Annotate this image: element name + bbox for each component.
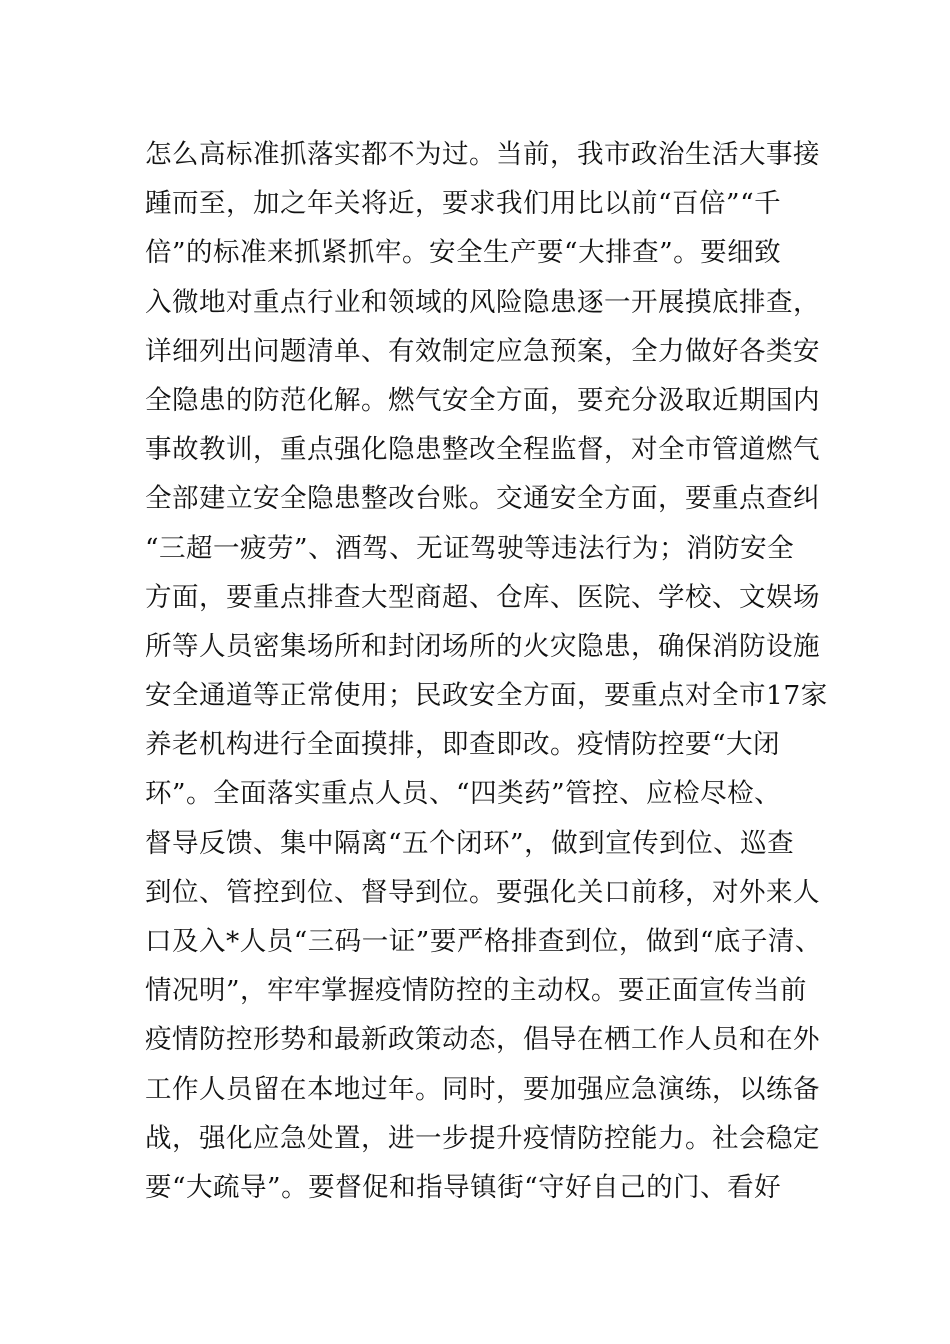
text-line: 安全通道等正常使用；民政安全方面，要重点对全市17家 (145, 680, 828, 712)
text-line: 全隐患的防范化解。燃气安全方面，要充分汲取近期国内 (145, 384, 820, 416)
text-line: 踵而至，加之年关将近，要求我们用比以前“百倍”“千 (145, 188, 782, 220)
text-line: 怎么高标准抓落实都不为过。当前，我市政治生活大事接 (145, 139, 820, 170)
text-line: “三超一疲劳”、酒驾、无证驾驶等违法行为；消防安全 (145, 532, 795, 564)
text-line: 督导反馈、集中隔离“五个闭环”，做到宣传到位、巡查 (145, 827, 795, 859)
text-line: 工作人员留在本地过年。同时，要加强应急演练，以练备 (145, 1073, 820, 1105)
text-line: 到位、管控到位、督导到位。要强化关口前移，对外来人 (145, 876, 820, 908)
body-text (145, 130, 905, 1212)
text-line: 倍”的标准来抓紧抓牢。安全生产要“大排查”。要细致 (145, 237, 782, 269)
text-line: 情况明”，牢牢掌握疫情防控的主动权。要正面宣传当前 (145, 975, 808, 1007)
text-line: 详细列出问题清单、有效制定应急预案，全力做好各类安 (145, 335, 820, 367)
text-line: 口及入*人员“三码一证”要严格排查到位，做到“底子清、 (145, 926, 822, 957)
text-line: 养老机构进行全面摸排，即查即改。疫情防控要“大闭 (145, 729, 781, 761)
text-line: 疫情防控形势和最新政策动态，倡导在栖工作人员和在外 (145, 1024, 820, 1056)
text-line: 战，强化应急处置，进一步提升疫情防控能力。社会稳定 (145, 1122, 820, 1154)
text-line: 环”。全面落实重点人员、“四类药”管控、应检尽检、 (145, 778, 782, 810)
text-line: 要“大疏导”。要督促和指导镇街“守好自己的门、看好 (145, 1171, 782, 1203)
text-line: 入微地对重点行业和领域的风险隐患逐一开展摸底排查， (145, 286, 820, 318)
text-line: 事故教训，重点强化隐患整改全程监督，对全市管道燃气 (145, 434, 820, 466)
text-line: 方面，要重点排查大型商超、仓库、医院、学校、文娱场 (145, 581, 820, 613)
text-line: 所等人员密集场所和封闭场所的火灾隐患，确保消防设施 (145, 630, 820, 662)
text-line: 全部建立安全隐患整改台账。交通安全方面，要重点查纠 (145, 483, 820, 515)
